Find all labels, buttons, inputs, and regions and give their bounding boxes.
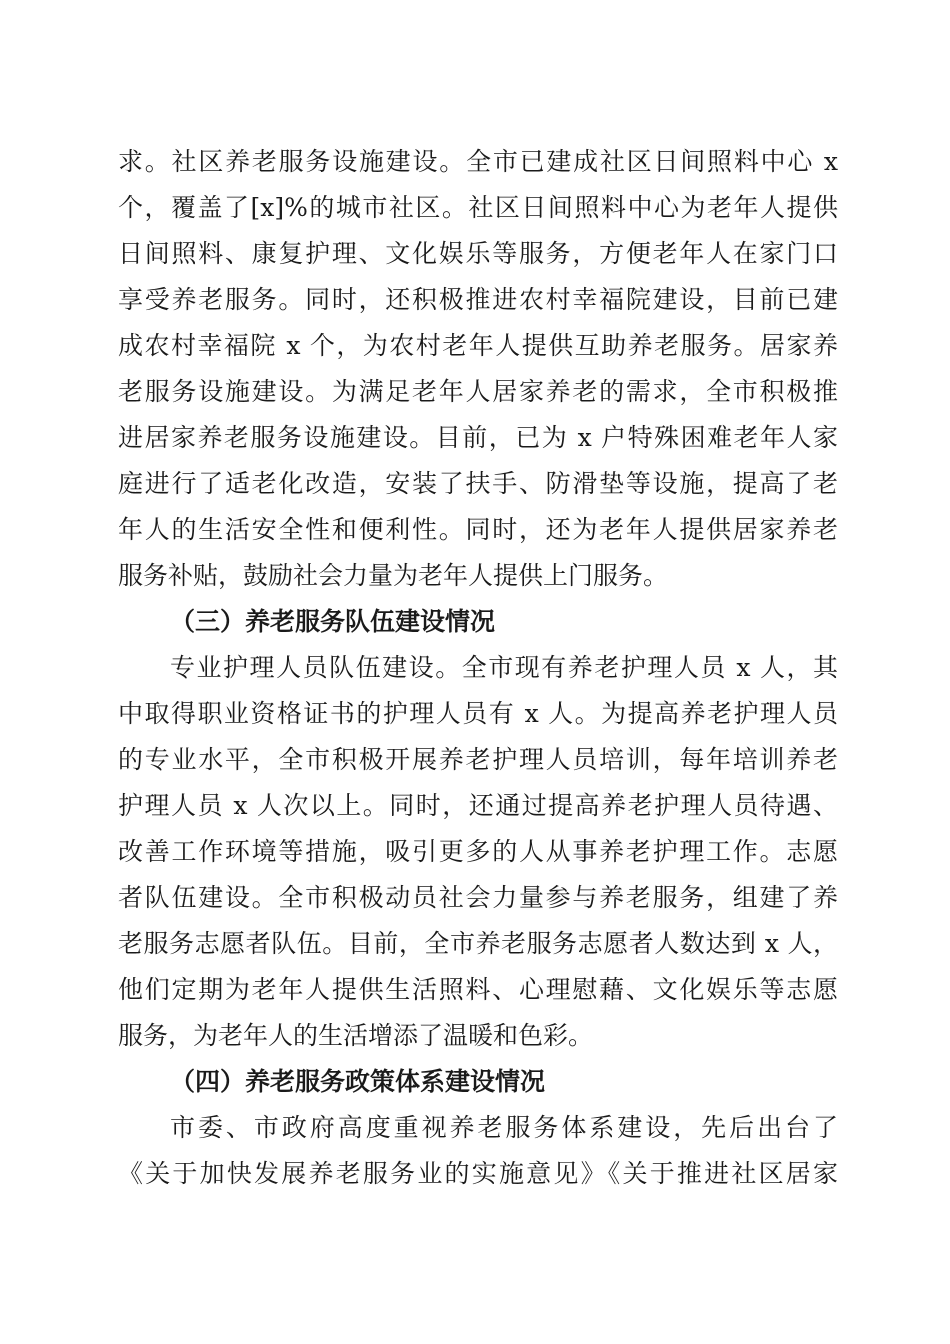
paragraph-line: 庭进行了适老化改造，安装了扶手、防滑垫等设施，提高了老 [118,469,838,498]
paragraph-line: 护理人员 x 人次以上。同时，还通过提高养老护理人员待遇、 [118,791,838,820]
paragraph-line: 者队伍建设。全市积极动员社会力量参与养老服务，组建了养 [118,883,838,912]
paragraph-line: 成农村幸福院 x 个，为农村老年人提供互助养老服务。居家养 [118,331,838,360]
paragraph-line: 求。社区养老服务设施建设。全市已建成社区日间照料中心 x [118,147,838,176]
paragraph-line: 进居家养老服务设施建设。目前，已为 x 户特殊困难老年人家 [118,423,838,452]
paragraph-line: 《关于加快发展养老服务业的实施意见》《关于推进社区居家 [118,1159,838,1188]
paragraph-line: 市委、市政府高度重视养老服务体系建设，先后出台了 [170,1113,838,1142]
paragraph-line: 专业护理人员队伍建设。全市现有养老护理人员 x 人，其 [170,653,838,682]
paragraph-line: 中取得职业资格证书的护理人员有 x 人。为提高养老护理人员 [118,699,838,728]
section-heading-3: （三）养老服务队伍建设情况 [170,607,496,636]
paragraph-line: 服务补贴，鼓励社会力量为老年人提供上门服务。 [118,561,669,590]
paragraph-line: 个，覆盖了[x]%的城市社区。社区日间照料中心为老年人提供 [118,193,838,222]
paragraph-line: 享受养老服务。同时，还积极推进农村幸福院建设，目前已建 [118,285,838,314]
paragraph-line: 他们定期为老年人提供生活照料、心理慰藉、文化娱乐等志愿 [118,975,838,1004]
paragraph-line: 服务，为老年人的生活增添了温暖和色彩。 [118,1021,594,1050]
paragraph-line: 改善工作环境等措施，吸引更多的人从事养老护理工作。志愿 [118,837,838,866]
paragraph-line: 老服务志愿者队伍。目前，全市养老服务志愿者人数达到 x 人， [118,929,838,958]
paragraph-line: 的专业水平，全市积极开展养老护理人员培训，每年培训养老 [118,745,838,774]
paragraph-line: 年人的生活安全性和便利性。同时，还为老年人提供居家养老 [118,515,838,544]
paragraph-line: 老服务设施建设。为满足老年人居家养老的需求，全市积极推 [118,377,838,406]
paragraph-line: 日间照料、康复护理、文化娱乐等服务，方便老年人在家门口 [118,239,838,268]
section-heading-4: （四）养老服务政策体系建设情况 [170,1067,546,1096]
